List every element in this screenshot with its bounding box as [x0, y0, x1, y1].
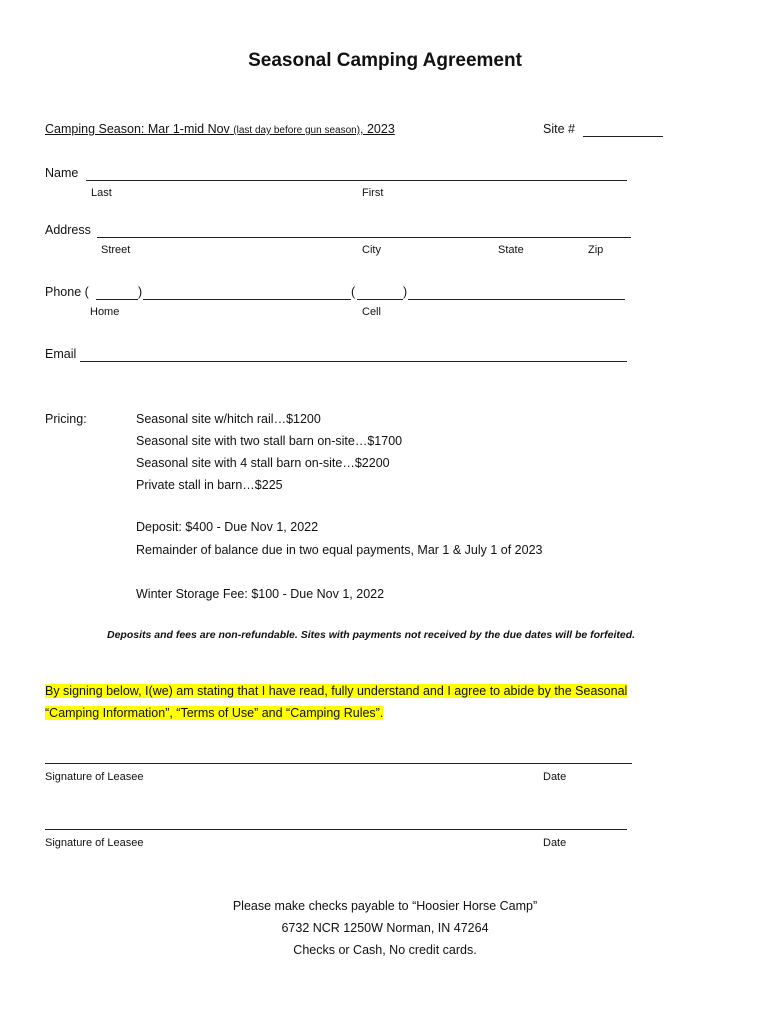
signature-1-caption: Signature of Leasee: [45, 771, 144, 783]
cell-open-paren: (: [351, 285, 356, 299]
city-caption: City: [362, 244, 381, 256]
remainder-text: Remainder of balance due in two equal payments, Mar 1 & July 1 of 2023: [136, 543, 543, 557]
season-year: , 2023: [360, 122, 395, 136]
deposit-text: Deposit: $400 - Due Nov 1, 2022: [136, 520, 319, 534]
agreement-text-1: By signing below, I(we) am stating that I have read, fully understand and I agree to abide by the Seasonal: [45, 684, 628, 698]
page-title: Seasonal Camping Agreement: [248, 50, 522, 71]
address-label: Address: [45, 223, 91, 237]
season-note: (last day before gun season): [233, 125, 361, 136]
site-label: Site #: [543, 122, 575, 136]
price-item: Private stall in barn…$225: [136, 478, 283, 492]
signature-2-field[interactable]: [45, 829, 627, 830]
price-item: Seasonal site with two stall barn on-site…$1700: [136, 434, 403, 448]
email-field[interactable]: [80, 361, 627, 362]
footer-payment-methods: Checks or Cash, No credit cards.: [293, 943, 477, 957]
storage-fee-text: Winter Storage Fee: $100 - Due Nov 1, 2022: [136, 587, 385, 601]
agreement-line-2: [45, 706, 383, 720]
site-number-field[interactable]: [583, 136, 663, 137]
home-phone-field[interactable]: [143, 299, 351, 300]
agreement-line-1: [45, 684, 627, 698]
camping-season: [45, 122, 395, 136]
last-name-caption: Last: [91, 187, 112, 199]
first-name-caption: First: [362, 187, 384, 199]
cell-close-paren: ): [403, 285, 408, 299]
state-caption: State: [498, 244, 524, 256]
email-label: Email: [45, 347, 77, 361]
phone-close-paren: ): [138, 285, 143, 299]
name-label: Name: [45, 166, 79, 180]
name-field[interactable]: [86, 180, 627, 181]
pricing-label: Pricing:: [45, 412, 87, 426]
footer-payable: Please make checks payable to “Hoosier Horse Camp”: [232, 899, 538, 913]
cell-caption: Cell: [362, 306, 381, 318]
zip-caption: Zip: [588, 244, 604, 256]
agreement-text-2: “Camping Information”, “Terms of Use” and “Camping Rules”.: [45, 706, 384, 720]
signature-1-field[interactable]: [45, 763, 632, 764]
non-refundable-notice: Deposits and fees are non-refundable. Sites with payments not received by the due dates will be forfeited.: [107, 629, 636, 641]
street-caption: Street: [101, 244, 131, 256]
price-item: Seasonal site w/hitch rail…$1200: [136, 412, 321, 426]
footer-address: 6732 NCR 1250W Norman, IN 47264: [281, 921, 489, 935]
price-item: Seasonal site with 4 stall barn on-site…$2200: [136, 456, 390, 470]
cell-phone-field[interactable]: [408, 299, 625, 300]
address-field[interactable]: [97, 237, 631, 238]
home-caption: Home: [90, 306, 120, 318]
season-label: Camping Season: Mar 1-mid Nov: [45, 122, 230, 136]
signature-2-caption: Signature of Leasee: [45, 837, 144, 849]
signature-2-date-caption: Date: [543, 837, 567, 849]
cell-area-code-field[interactable]: [357, 299, 403, 300]
signature-1-date-caption: Date: [543, 771, 567, 783]
home-area-code-field[interactable]: [96, 299, 138, 300]
phone-label: Phone (: [45, 285, 89, 299]
